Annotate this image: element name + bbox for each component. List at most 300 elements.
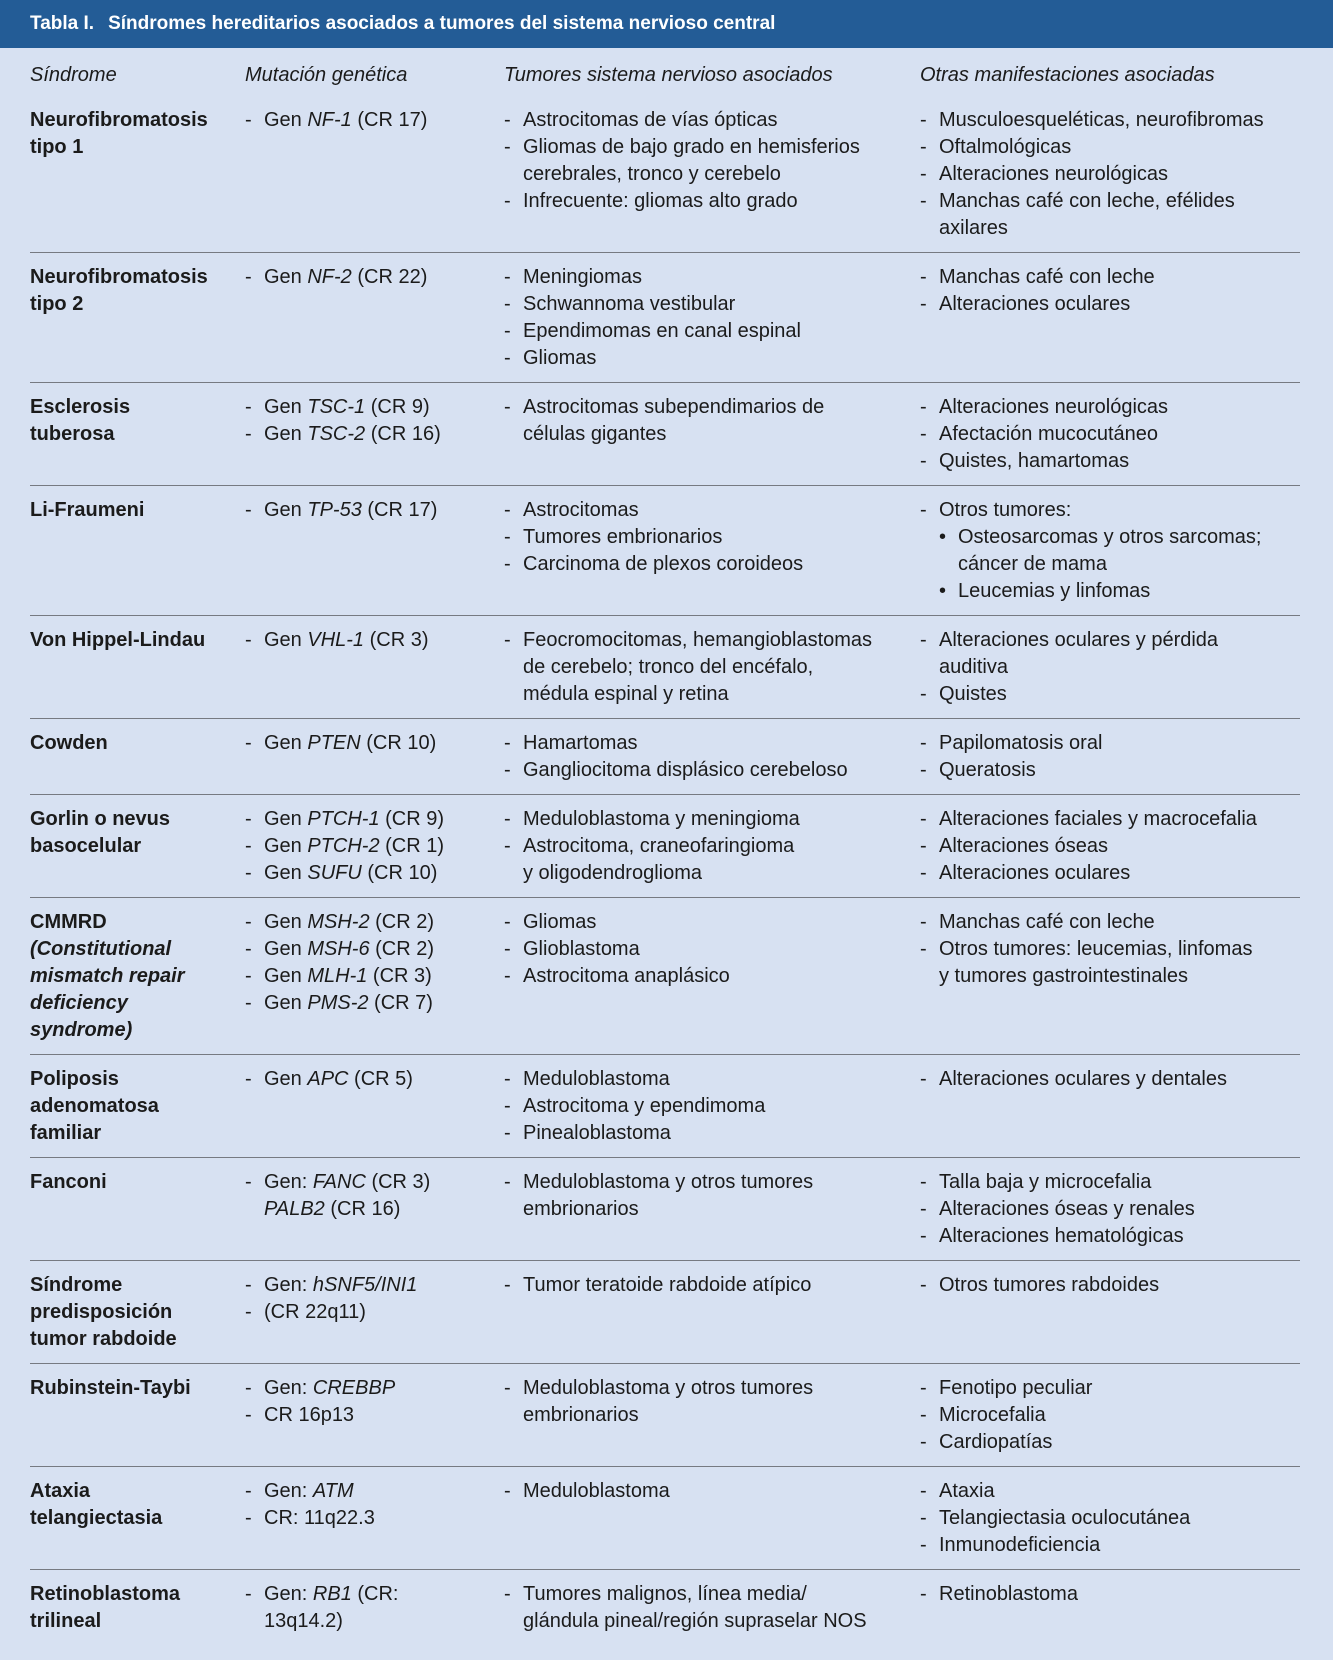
tumors-item (504, 1169, 920, 1223)
other-cell (920, 627, 1300, 708)
list-marker: - (920, 136, 927, 158)
text-segment: (CR 16) (365, 423, 441, 445)
list-marker: - (920, 1274, 927, 1296)
syndrome-cell (30, 1581, 245, 1635)
text-line (523, 1478, 920, 1505)
list-marker: - (920, 1171, 927, 1193)
text-segment: Infrecuente: gliomas alto grado (523, 190, 798, 212)
mutation-cell (245, 1478, 504, 1559)
text-line (939, 448, 1300, 475)
list-marker: - (920, 862, 927, 884)
text-segment: Pinealoblastoma (523, 1122, 671, 1144)
text-line (523, 421, 920, 448)
text-segment: embrionarios (523, 1404, 639, 1426)
text-line (523, 860, 920, 887)
list-marker: - (920, 163, 927, 185)
text-line (939, 936, 1300, 963)
list-marker: - (920, 423, 927, 445)
list-marker: - (920, 1404, 927, 1426)
text-segment: Ataxia (30, 1480, 91, 1502)
table-row (30, 485, 1300, 615)
text-segment: Meduloblastoma y meningioma (523, 808, 800, 830)
mutation-cell (245, 1581, 504, 1635)
syndrome-cell (30, 1066, 245, 1147)
text-segment: Fenotipo peculiar (939, 1377, 1093, 1399)
text-line (939, 806, 1300, 833)
other-item (920, 681, 1300, 708)
table-row (30, 1569, 1300, 1645)
text-segment: y oligodendroglioma (523, 862, 703, 884)
list-marker: - (920, 938, 927, 960)
other-cell (920, 1066, 1300, 1147)
list-marker: - (920, 190, 927, 212)
list-marker: - (504, 965, 511, 987)
list-marker: - (504, 1068, 511, 1090)
text-segment: Inmunodeficiencia (939, 1534, 1101, 1556)
text-line (958, 578, 1300, 605)
tumors-item (504, 318, 920, 345)
list-marker: - (245, 992, 252, 1014)
mutation-item-content (264, 730, 504, 757)
other-item-content (939, 681, 1300, 708)
text-segment: Manchas café con leche (939, 911, 1155, 933)
text-line (939, 1581, 1300, 1608)
italic-text: deficiency (30, 992, 128, 1014)
gene-name: FANC (312, 1171, 366, 1193)
syndrome-name-line (30, 963, 245, 990)
mutation-cell (245, 627, 504, 708)
tumors-cell (504, 264, 920, 372)
text-segment: trilineal (30, 1610, 102, 1632)
text-line (523, 1272, 920, 1299)
text-segment: basocelular (30, 835, 142, 857)
text-segment: Gen: (264, 1583, 313, 1605)
syndrome-name-line (30, 1505, 245, 1532)
other-item-content (939, 421, 1300, 448)
text-segment: Papilomatosis oral (939, 732, 1103, 754)
mutation-item-content (264, 264, 504, 291)
table-row (30, 96, 1300, 252)
text-segment: Alteraciones oculares (939, 862, 1131, 884)
text-line (939, 1196, 1300, 1223)
text-segment: (CR 3) (367, 965, 432, 987)
syndrome-cell (30, 627, 245, 708)
text-segment: Manchas café con leche (939, 266, 1155, 288)
other-cell (920, 730, 1300, 784)
text-segment: Retinoblastoma (30, 1583, 181, 1605)
text-segment: Astrocitomas de vías ópticas (523, 109, 778, 131)
tumors-item (504, 757, 920, 784)
mutation-item-content (264, 421, 504, 448)
text-segment: (CR 22q11) (264, 1301, 366, 1323)
text-line (523, 1066, 920, 1093)
mutation-item (245, 107, 504, 134)
other-item-content (939, 1478, 1300, 1505)
text-line (264, 264, 504, 291)
text-segment: Ataxia (939, 1480, 995, 1502)
mutation-item (245, 990, 504, 1017)
text-line (523, 909, 920, 936)
mutation-item (245, 860, 504, 887)
other-item-content (939, 1505, 1300, 1532)
text-segment: células gigantes (523, 423, 667, 445)
other-item-content (939, 1196, 1300, 1223)
text-line (523, 551, 920, 578)
tumors-cell (504, 806, 920, 887)
other-item-content (939, 1223, 1300, 1250)
text-line (264, 627, 504, 654)
other-item-content (939, 291, 1300, 318)
list-marker: • (939, 580, 947, 602)
text-line (523, 1608, 920, 1635)
text-segment: Afectación mucocutáneo (939, 423, 1159, 445)
tumors-item-content (523, 134, 920, 188)
text-segment: (CR 3) (364, 629, 429, 651)
text-line (264, 1478, 504, 1505)
table-row (30, 1363, 1300, 1466)
tumors-item (504, 264, 920, 291)
tumors-item-content (523, 1375, 920, 1429)
syndrome-name-line (30, 497, 245, 524)
table-number: Tabla I. (30, 13, 95, 34)
tumors-item-content (523, 757, 920, 784)
other-item-content (939, 161, 1300, 188)
text-segment: Von Hippel-Lindau (30, 629, 206, 651)
text-line (939, 291, 1300, 318)
gene-name: TSC-2 (307, 423, 366, 445)
column-header-tumors: Tumores sistema nervioso asociados (504, 64, 833, 86)
text-segment: Gen (264, 862, 308, 884)
text-segment: Meduloblastoma (523, 1068, 670, 1090)
other-item (920, 909, 1300, 936)
text-segment: Retinoblastoma (939, 1583, 1078, 1605)
tumors-item-content (523, 627, 920, 708)
table-row (30, 1054, 1300, 1157)
list-marker: - (504, 499, 511, 521)
tumors-item-content (523, 264, 920, 291)
table-row (30, 1466, 1300, 1569)
list-marker: - (245, 808, 252, 830)
syndrome-name-line (30, 421, 245, 448)
text-segment: embrionarios (523, 1198, 639, 1220)
list-marker: - (920, 835, 927, 857)
tumors-cell (504, 627, 920, 708)
other-item (920, 860, 1300, 887)
gene-name: PTCH-1 (307, 808, 380, 830)
other-item (920, 1532, 1300, 1559)
syndrome-cell (30, 1272, 245, 1353)
text-segment: Meduloblastoma y otros tumores (523, 1171, 814, 1193)
other-item (920, 1223, 1300, 1250)
sub-list-item-content (958, 524, 1300, 578)
list-marker: - (245, 1583, 252, 1605)
text-line (939, 860, 1300, 887)
text-line (939, 421, 1300, 448)
other-cell (920, 1478, 1300, 1559)
other-item-content (939, 730, 1300, 757)
text-line (523, 1402, 920, 1429)
text-segment: (CR 2) (369, 938, 435, 960)
text-segment: (CR 1) (379, 835, 445, 857)
text-segment: Tumores embrionarios (523, 526, 723, 548)
other-item-content (939, 936, 1300, 990)
syndrome-name-line (30, 134, 245, 161)
other-item-content (939, 1429, 1300, 1456)
text-segment: Alteraciones oculares (939, 293, 1131, 315)
mutation-item (245, 936, 504, 963)
other-item (920, 107, 1300, 134)
text-line (939, 681, 1300, 708)
table-row (30, 897, 1300, 1054)
tumors-item (504, 806, 920, 833)
list-marker: - (245, 499, 252, 521)
syndrome-name-line (30, 291, 245, 318)
mutation-item (245, 1066, 504, 1093)
text-segment: Tumor teratoide rabdoide atípico (523, 1274, 812, 1296)
table-title: Síndromes hereditarios asociados a tumores del sistema nervioso central (108, 13, 776, 34)
text-line (958, 551, 1300, 578)
text-line (264, 1505, 504, 1532)
tumors-item-content (523, 909, 920, 936)
text-segment: Astrocitoma anaplásico (523, 965, 730, 987)
mutation-item-content (264, 1375, 504, 1402)
text-line (523, 134, 920, 161)
text-segment: Cowden (30, 732, 108, 754)
text-segment: Ependimomas en canal espinal (523, 320, 801, 342)
list-marker: - (920, 1583, 927, 1605)
text-line (264, 936, 504, 963)
text-line (264, 806, 504, 833)
mutation-item-content (264, 1581, 504, 1635)
other-item-content (939, 448, 1300, 475)
list-marker: - (504, 835, 511, 857)
text-segment: (CR 5) (348, 1068, 413, 1090)
syndrome-name-line (30, 264, 245, 291)
text-segment: Carcinoma de plexos coroideos (523, 553, 804, 575)
text-segment: Gliomas de bajo grado en hemisferios (523, 136, 860, 158)
mutation-item (245, 1375, 504, 1402)
mutation-item-content (264, 627, 504, 654)
text-line (264, 1272, 504, 1299)
other-item-content (939, 860, 1300, 887)
other-cell (920, 1272, 1300, 1353)
text-line (264, 1581, 504, 1608)
text-segment: Alteraciones oculares y pérdida (939, 629, 1219, 651)
syndrome-cell (30, 264, 245, 372)
tumors-item (504, 107, 920, 134)
mutation-item-content (264, 963, 504, 990)
mutation-item (245, 806, 504, 833)
tumors-item (504, 497, 920, 524)
text-segment: Gen (264, 938, 308, 960)
tumors-item (504, 1066, 920, 1093)
text-segment: Meningiomas (523, 266, 642, 288)
table-body (0, 96, 1333, 1645)
sub-list-item (939, 578, 1300, 605)
text-segment: Alteraciones neurológicas (939, 163, 1169, 185)
text-segment: Quistes, hamartomas (939, 450, 1130, 472)
text-line (939, 394, 1300, 421)
mutation-item-content (264, 806, 504, 833)
syndrome-name-line (30, 107, 245, 134)
text-segment: Gliomas (523, 347, 597, 369)
tumors-item (504, 345, 920, 372)
text-line (939, 1532, 1300, 1559)
text-segment: Schwannoma vestibular (523, 293, 736, 315)
other-item (920, 1402, 1300, 1429)
text-line (939, 1375, 1300, 1402)
mutation-cell (245, 909, 504, 1044)
other-item (920, 1505, 1300, 1532)
sub-list-item-content (958, 578, 1300, 605)
text-segment: CR: 11q22.3 (264, 1507, 375, 1529)
list-marker: - (245, 1404, 252, 1426)
other-item (920, 421, 1300, 448)
list-marker: - (504, 136, 511, 158)
text-segment: Li-Fraumeni (30, 499, 145, 521)
tumors-item-content (523, 833, 920, 887)
list-marker: - (920, 293, 927, 315)
text-segment: Gen: (264, 1377, 313, 1399)
syndrome-cell (30, 107, 245, 242)
gene-name: APC (307, 1068, 349, 1090)
text-segment: Neurofibromatosis (30, 109, 208, 131)
text-segment: Astrocitomas (523, 499, 639, 521)
mutation-item (245, 730, 504, 757)
other-item (920, 291, 1300, 318)
text-segment: axilares (939, 217, 1008, 239)
other-item (920, 161, 1300, 188)
other-item (920, 833, 1300, 860)
text-segment: Gen (264, 965, 308, 987)
other-cell (920, 1375, 1300, 1456)
list-marker: - (504, 732, 511, 754)
other-item-content (939, 757, 1300, 784)
other-item-content (939, 394, 1300, 421)
list-marker: - (920, 1534, 927, 1556)
list-marker: - (920, 109, 927, 131)
gene-name: RB1 (312, 1583, 352, 1605)
tumors-item-content (523, 1581, 920, 1635)
text-line (264, 1169, 504, 1196)
text-line (523, 107, 920, 134)
tumors-item-content (523, 188, 920, 215)
text-line (939, 1066, 1300, 1093)
tumors-item (504, 936, 920, 963)
tumors-cell (504, 1272, 920, 1353)
other-item-content (939, 107, 1300, 134)
list-marker: - (920, 396, 927, 418)
other-item (920, 264, 1300, 291)
text-segment: Astrocitomas subependimarios de (523, 396, 825, 418)
list-marker: - (245, 1274, 252, 1296)
text-segment: adenomatosa (30, 1095, 159, 1117)
sub-list-item (939, 524, 1300, 578)
other-item-content (939, 833, 1300, 860)
text-line (523, 1581, 920, 1608)
other-item (920, 730, 1300, 757)
text-segment: Gen (264, 629, 308, 651)
column-header-mutation: Mutación genética (245, 64, 408, 86)
other-item (920, 1375, 1300, 1402)
text-segment: Osteosarcomas y otros sarcomas; (958, 526, 1262, 548)
list-marker: - (245, 629, 252, 651)
text-segment: Alteraciones oculares y dentales (939, 1068, 1227, 1090)
list-marker: - (245, 938, 252, 960)
text-line (523, 1375, 920, 1402)
list-marker: - (920, 911, 927, 933)
text-segment: cerebrales, tronco y cerebelo (523, 163, 781, 185)
text-segment: Síndrome (30, 1274, 123, 1296)
text-line (523, 161, 920, 188)
mutation-item-content (264, 860, 504, 887)
mutation-item-content (264, 1169, 504, 1223)
text-segment: Quistes (939, 683, 1007, 705)
mutation-item (245, 1299, 504, 1326)
text-segment: Meduloblastoma y otros tumores (523, 1377, 814, 1399)
other-item (920, 497, 1300, 605)
text-line (523, 497, 920, 524)
table-title-bar (0, 0, 1333, 48)
list-marker: - (245, 396, 252, 418)
list-marker: - (920, 759, 927, 781)
tumors-item-content (523, 394, 920, 448)
text-line (264, 909, 504, 936)
text-line (264, 394, 504, 421)
text-line (264, 833, 504, 860)
mutation-item-content (264, 394, 504, 421)
text-segment: Gen (264, 1068, 308, 1090)
other-item (920, 188, 1300, 242)
other-item-content (939, 806, 1300, 833)
tumors-item-content (523, 291, 920, 318)
other-item (920, 1272, 1300, 1299)
other-cell (920, 1581, 1300, 1635)
text-segment: Gen: (264, 1171, 313, 1193)
mutation-item-content (264, 1402, 504, 1429)
list-marker: - (920, 732, 927, 754)
text-segment: (CR 17) (361, 499, 438, 521)
other-item-content (939, 909, 1300, 936)
gene-name: ATM (312, 1480, 354, 1502)
text-line (939, 134, 1300, 161)
text-segment: telangiectasia (30, 1507, 163, 1529)
syndrome-name-line (30, 627, 245, 654)
text-segment: Gliomas (523, 911, 597, 933)
text-segment: Astrocitoma y ependimoma (523, 1095, 766, 1117)
tumors-item (504, 909, 920, 936)
tumors-item-content (523, 107, 920, 134)
text-segment: tumor rabdoide (30, 1328, 177, 1350)
other-item (920, 448, 1300, 475)
text-line (264, 1402, 504, 1429)
mutation-item (245, 1478, 504, 1505)
other-item-content (939, 497, 1300, 605)
text-line (264, 1375, 504, 1402)
tumors-item (504, 1581, 920, 1635)
list-marker: - (504, 1274, 511, 1296)
text-segment: Alteraciones faciales y macrocefalia (939, 808, 1257, 830)
text-segment: Esclerosis (30, 396, 131, 418)
mutation-item (245, 1581, 504, 1635)
list-marker: - (920, 1198, 927, 1220)
other-item-content (939, 1375, 1300, 1402)
mutation-item-content (264, 497, 504, 524)
text-segment: Gen (264, 992, 308, 1014)
list-marker: - (504, 320, 511, 342)
mutation-item-content (264, 1478, 504, 1505)
mutation-item (245, 627, 504, 654)
